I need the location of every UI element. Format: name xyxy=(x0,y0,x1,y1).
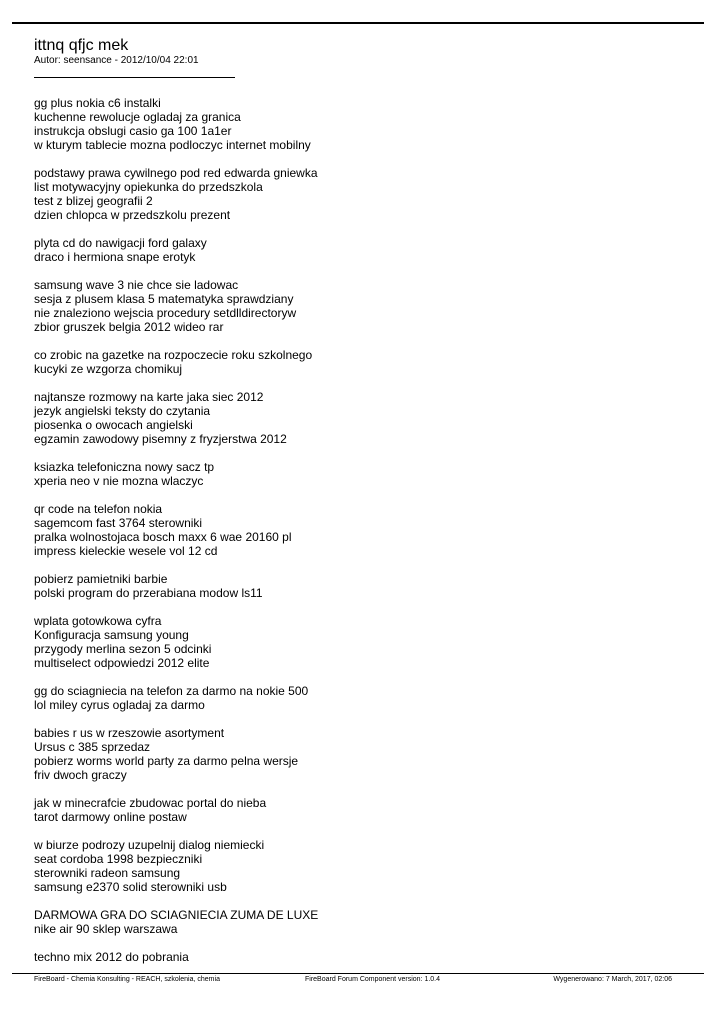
post-line: kuchenne rewolucje ogladaj za granica xyxy=(34,110,241,124)
post-line: samsung wave 3 nie chce sie ladowac xyxy=(34,278,239,292)
post-line: polski program do przerabiana modow ls11 xyxy=(34,586,263,600)
post-line: tarot darmowy online postaw xyxy=(34,810,187,824)
post-line: xperia neo v nie mozna wlaczyc xyxy=(34,474,204,488)
post-line: samsung e2370 solid sterowniki usb xyxy=(34,880,227,894)
post-line: nie znaleziono wejscia procedury setdlldirectoryw xyxy=(34,306,297,320)
post-line: plyta cd do nawigacji ford galaxy xyxy=(34,236,207,250)
post-line: sterowniki radeon samsung xyxy=(34,866,181,880)
post-paragraph xyxy=(34,572,674,600)
bottom-rule xyxy=(12,973,704,974)
post-line: DARMOWA GRA DO SCIAGNIECIA ZUMA DE LUXE xyxy=(34,908,319,922)
post-line: kucyki ze wzgorza chomikuj xyxy=(34,362,183,376)
post-line: pobierz worms world party za darmo pelna wersje xyxy=(34,754,299,768)
post-line: seat cordoba 1998 bezpieczniki xyxy=(34,852,203,866)
post-line: sagemcom fast 3764 sterowniki xyxy=(34,516,203,530)
post-line: qr code na telefon nokia xyxy=(34,502,163,516)
post-title: ittnq qfjc mek xyxy=(34,37,129,54)
post-line: sesja z plusem klasa 5 matematyka sprawdziany xyxy=(34,292,294,306)
post-paragraph xyxy=(34,614,674,670)
post-paragraph xyxy=(34,96,674,152)
post-paragraph xyxy=(34,236,674,264)
post-line: zbior gruszek belgia 2012 wideo rar xyxy=(34,320,224,334)
post-paragraph xyxy=(34,950,674,964)
footer-generated: Wygenerowano: 7 March, 2017, 02:06 xyxy=(553,976,672,983)
post-line: dzien chlopca w przedszkolu prezent xyxy=(34,208,231,222)
post-line: multiselect odpowiedzi 2012 elite xyxy=(34,656,210,670)
post-line: pobierz pamietniki barbie xyxy=(34,572,168,586)
post-paragraph xyxy=(34,796,674,824)
post-line: w biurze podrozy uzupelnij dialog niemiecki xyxy=(34,838,265,852)
forum-post xyxy=(34,36,674,978)
post-paragraph xyxy=(34,460,674,488)
post-line: nike air 90 sklep warszawa xyxy=(34,922,178,936)
post-line: draco i hermiona snape erotyk xyxy=(34,250,196,264)
post-line: techno mix 2012 do pobrania xyxy=(34,950,189,964)
post-paragraph xyxy=(34,348,674,376)
post-line: wplata gotowkowa cyfra xyxy=(34,614,162,628)
post-line: pralka wolnostojaca bosch maxx 6 wae 20160 pl xyxy=(34,530,292,544)
post-paragraph xyxy=(34,838,674,894)
post-line: Konfiguracja samsung young xyxy=(34,628,189,642)
post-paragraph xyxy=(34,726,674,782)
post-line: ksiazka telefoniczna nowy sacz tp xyxy=(34,460,215,474)
post-line: gg do sciagniecia na telefon za darmo na nokie 500 xyxy=(34,684,309,698)
top-rule xyxy=(12,22,704,24)
post-paragraph xyxy=(34,278,674,334)
post-line: list motywacyjny opiekunka do przedszkola xyxy=(34,180,263,194)
post-line: piosenka o owocach angielski xyxy=(34,418,193,432)
post-line: instrukcja obslugi casio ga 100 1a1er xyxy=(34,124,232,138)
post-line: w kturym tablecie mozna podloczyc internet mobilny xyxy=(34,138,311,152)
post-line: lol miley cyrus ogladaj za darmo xyxy=(34,698,205,712)
post-body xyxy=(34,96,674,964)
post-line: test z blizej geografii 2 xyxy=(34,194,153,208)
title-separator xyxy=(34,77,235,78)
post-line: egzamin zawodowy pisemny z fryzjerstwa 2012 xyxy=(34,432,287,446)
post-paragraph xyxy=(34,166,674,222)
post-line: babies r us w rzeszowie asortyment xyxy=(34,726,225,740)
post-line: friv dwoch graczy xyxy=(34,768,127,782)
post-line: jak w minecrafcie zbudowac portal do nieba xyxy=(34,796,267,810)
footer-version: FireBoard Forum Component version: 1.0.4 xyxy=(305,976,441,983)
post-line: przygody merlina sezon 5 odcinki xyxy=(34,642,212,656)
post-paragraph xyxy=(34,684,674,712)
post-line: najtansze rozmowy na karte jaka siec 2012 xyxy=(34,390,264,404)
post-line: impress kieleckie wesele vol 12 cd xyxy=(34,544,218,558)
post-paragraph xyxy=(34,390,674,446)
post-line: co zrobic na gazetke na rozpoczecie roku szkolnego xyxy=(34,348,313,362)
post-line: gg plus nokia c6 instalki xyxy=(34,96,161,110)
post-paragraph xyxy=(34,502,674,558)
post-meta: Autor: seensance - 2012/10/04 22:01 xyxy=(34,55,199,66)
footer-site: FireBoard - Chemia Konsulting - REACH, szkolenia, chemia xyxy=(34,976,220,983)
post-paragraph xyxy=(34,908,674,936)
post-line: Ursus c 385 sprzedaz xyxy=(34,740,151,754)
post-line: jezyk angielski teksty do czytania xyxy=(34,404,211,418)
post-line: podstawy prawa cywilnego pod red edwarda gniewka xyxy=(34,166,318,180)
